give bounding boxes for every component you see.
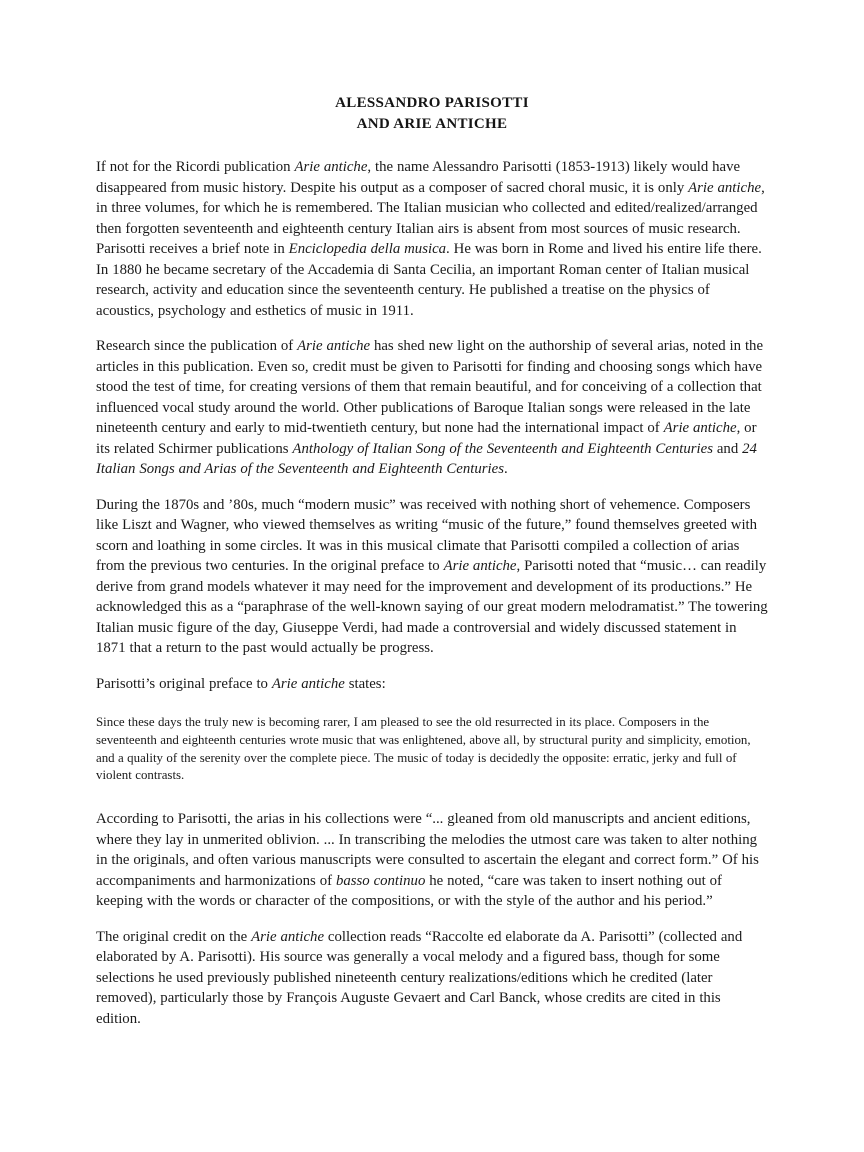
text-run-italic: Arie antiche: [297, 338, 371, 354]
text-run-italic: Arie antiche: [294, 159, 368, 175]
text-run: , in three volumes, for which he is remembered. The Italian musician who collected and edited/realized/arranged then forgotten seventeenth and eighteenth century Italian airs is absent from most sources of music research. Parisotti receives a brief note in: [96, 179, 765, 257]
text-run-italic: Arie antiche: [251, 928, 325, 945]
text-run-italic: Enciclopedia della musica: [288, 241, 447, 257]
text-run-italic: Anthology of Italian Song of the Seventeenth and Eighteenth Centuries: [292, 440, 713, 457]
title-line-1: ALESSANDRO PARISOTTI: [335, 95, 529, 111]
text-run: and: [712, 440, 743, 457]
research-paragraph: [96, 336, 768, 480]
text-run: The original credit on the: [96, 928, 252, 945]
text-run-italic: Arie antiche: [443, 558, 517, 574]
text-run-italic: Arie antiche: [271, 675, 345, 692]
text-run-italic: basso continuo: [335, 872, 426, 889]
preface-leadin: [96, 674, 768, 695]
text-run: states:: [344, 675, 386, 692]
text-run: collection reads “Raccolte ed elaborate da A. Parisotti” (collected and elaborated by A. Parisotti). His source was generally a vocal melody and a figured bass, though for some selections he used previously published nineteenth century realizations/editions which he credited (later removed), particularly those by François Auguste Gevaert and Carl Banck, whose credits are cited in this edition.: [96, 928, 743, 1027]
text-run-italic: 24 Italian Songs and Arias of the Seventeenth and Eighteenth Centuries: [96, 440, 757, 477]
text-run: Since these days the truly new is becoming rarer, I am pleased to see the old resurrected in its place. Composers in the seventeenth and eighteenth centuries wrote music that was enlightened, above all, by structural purity and simplicity, emotion, and a quality of the serenity over the complete piece. The music of today is decidedly the opposite: erratic, jerky and full of violent contrasts.: [96, 715, 751, 783]
title-line-2: AND ARIE ANTICHE: [356, 116, 508, 132]
intro-paragraph: [96, 157, 768, 321]
text-run: , Parisotti noted that “music… can readily derive from grand models whatever it may need for the improvement and development of its productions.” He acknowledged this as a “paraphrase of the well-known saying of our great modern melodramatist.” The towering Italian music figure of the day, Giuseppe Verdi, had made a controversial and widely discussed statement in 1871 that a return to the past would actually be progress.: [96, 558, 768, 656]
text-run: According to Parisotti, the arias in his collections were “... gleaned from old manuscripts and ancient editions, where they lay in unmerited oblivion. ... In transcribing the melodies the utmost care was taken to alter nothing in the originals, and often various manuscripts were consulted to ascertain the elegant and correct form.” Of his accompaniments and harmonizations of: [96, 811, 759, 889]
page-title: [96, 93, 768, 135]
text-run: .: [503, 461, 508, 477]
document-body: [96, 157, 768, 1029]
text-run: During the 1870s and ’80s, much “modern music” was received with nothing short of vehemence. Composers like Liszt and Wagner, who viewed themselves as writing “music of the future,” found themselves greeted with scorn and loathing in some circles. It was in this musical climate that Parisotti compiled a collection of arias from the previous two centuries. In the original preface to: [96, 496, 758, 574]
text-run: Research since the publication of: [96, 338, 298, 354]
text-run: he noted, “care was taken to insert nothing out of keeping with the words or character of the compositions, or with the style of the author and his period.”: [96, 872, 722, 910]
text-run: Parisotti’s original preface to: [96, 675, 272, 692]
text-run: , the name Alessandro Parisotti (1853-1913) likely would have disappeared from music history. Despite his output as a composer of sacred choral music, it is only: [96, 159, 741, 196]
transcription-paragraph: [96, 809, 768, 912]
musical-climate-paragraph: [96, 495, 768, 659]
text-run-italic: Arie antiche: [663, 420, 737, 436]
text-run: . He was born in Rome and lived his entire life there. In 1880 he became secretary of the Accademia di Santa Cecilia, an important Roman center of Italian musical research, activity and education since the seventeenth century. He published a treatise on the physics of acoustics, psychology and esthetics of music in 1911.: [96, 241, 762, 319]
text-run-italic: Arie antiche: [688, 179, 762, 196]
credit-paragraph: [96, 927, 768, 1030]
preface-quote: [96, 714, 768, 785]
text-run: has shed new light on the authorship of several arias, noted in the articles in this publication. Even so, credit must be given to Parisotti for finding and choosing songs which have stood the test of time, for creating versions of them that remain beautiful, and for conceiving of a collection that influenced vocal study around the world. Other publications of Baroque Italian songs were released in the late nineteenth century and early to mid-twentieth century, but none had the international impact of: [96, 338, 764, 436]
text-run: If not for the Ricordi publication: [96, 159, 295, 175]
text-run: , or its related Schirmer publications: [96, 420, 757, 457]
